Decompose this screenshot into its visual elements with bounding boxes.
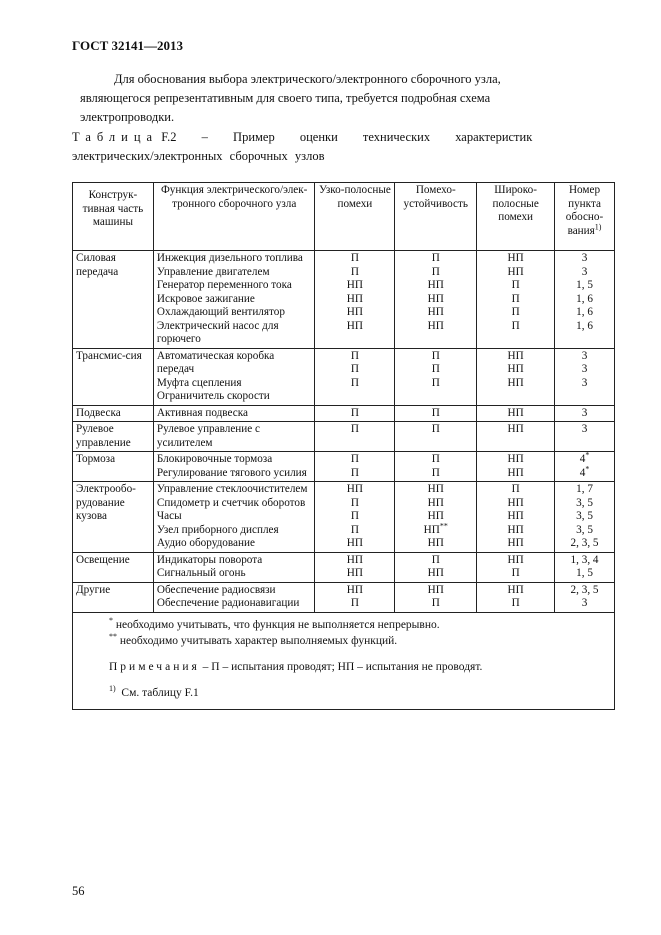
part-cell (73, 348, 154, 405)
broadband-value: НП (507, 453, 524, 465)
function-value: Рулевое управление с усилителем (156, 423, 261, 449)
clause-value: 1, 5 (576, 279, 593, 291)
narrowband-value: П (350, 363, 359, 375)
clause-value: 3 (581, 252, 588, 264)
immunity-value: П (431, 406, 440, 419)
footnote-1: необходимо учитывать, что функция не выполняется непрерывно. (115, 618, 440, 631)
function-value: Обеспечение радиосвязи (156, 583, 276, 596)
intro-line-3: электропроводки. (80, 110, 175, 124)
evaluation-table (72, 182, 615, 710)
function-value: Инжекция дизельного топлива (156, 252, 303, 264)
broadband-value: НП (507, 349, 524, 362)
function-cell (153, 582, 315, 612)
clause-value: 1, 3, 4 (570, 553, 599, 566)
clause-value: 1, 7 (576, 483, 593, 495)
broadband-value: П (511, 292, 520, 305)
clause-value: 3, 5 (576, 496, 593, 509)
table-caption (72, 128, 615, 166)
function-value: Обеспечение радионавигации (156, 597, 300, 609)
narrowband-cell (315, 582, 395, 612)
narrowband-value: П (350, 406, 359, 419)
broadband-value: НП (507, 363, 524, 375)
immunity-value: П (431, 252, 440, 264)
narrowband-cell (315, 482, 395, 553)
immunity-value: П (431, 363, 440, 375)
footnote-marker: ** (439, 520, 448, 530)
immunity-value: НП (427, 567, 444, 579)
broadband-value: НП (507, 583, 524, 596)
clause-cell (555, 348, 615, 405)
narrowband-value: НП (346, 537, 363, 549)
immunity-cell (395, 251, 477, 349)
clause-value: 1, 6 (576, 306, 593, 318)
clause-value: 3 (581, 265, 588, 278)
caption-title: F.2 – Пример оценки технических характеристик (161, 130, 533, 144)
function-cell (153, 348, 315, 405)
immunity-value: НП (427, 319, 444, 332)
immunity-value: НП (423, 523, 440, 536)
function-value: Блокировочные тормоза (156, 453, 273, 465)
broadband-value: П (511, 597, 520, 609)
part-cell (73, 422, 154, 452)
immunity-cell (395, 348, 477, 405)
part-label: Тормоза (76, 453, 116, 465)
table-row (73, 251, 615, 349)
immunity-value: П (431, 349, 440, 362)
clause-cell (555, 552, 615, 582)
function-value: Управление двигателем (156, 265, 270, 278)
page-number: 56 (72, 884, 85, 898)
immunity-value: НП (427, 279, 444, 291)
function-value: Часы (156, 510, 182, 522)
broadband-value: НП (507, 423, 524, 435)
table-row (73, 452, 615, 482)
notes-cell (73, 612, 615, 709)
immunity-value: НП (427, 537, 444, 549)
function-value: Муфта сцепления (156, 376, 242, 389)
footnote-mark-2: ** (109, 631, 117, 641)
immunity-value: П (431, 423, 440, 435)
table-row (73, 582, 615, 612)
function-cell (153, 422, 315, 452)
notes-row (73, 612, 615, 709)
clause-value: 3 (581, 363, 588, 375)
narrowband-value: П (350, 376, 359, 389)
part-cell (73, 482, 154, 553)
broadband-value: П (511, 483, 520, 495)
footnote-marker: * (585, 463, 590, 473)
table-row (73, 348, 615, 405)
narrowband-cell (315, 405, 395, 422)
immunity-value: П (431, 453, 440, 465)
function-cell (153, 452, 315, 482)
immunity-value: НП (427, 306, 444, 318)
immunity-cell (395, 422, 477, 452)
broadband-cell (477, 452, 555, 482)
header-narrowband: Узко-полосные помехи (315, 183, 395, 251)
narrowband-value: П (350, 523, 359, 536)
table-row (73, 422, 615, 452)
narrowband-value: П (350, 252, 359, 264)
broadband-value: П (511, 279, 520, 291)
table-header-row (73, 183, 615, 251)
immunity-value: П (431, 597, 440, 609)
function-cell (153, 405, 315, 422)
note-text: – П – испытания проводят; НП – испытания не проводят. (202, 660, 483, 673)
function-value: Узел приборного дисплея (156, 523, 279, 536)
part-cell (73, 582, 154, 612)
broadband-value: НП (507, 252, 524, 264)
narrowband-value: П (350, 597, 359, 609)
narrowband-value: П (350, 423, 359, 435)
broadband-value: НП (507, 496, 524, 509)
broadband-value: П (511, 567, 520, 579)
narrowband-cell (315, 452, 395, 482)
immunity-value: НП (427, 483, 444, 495)
part-label: Силовая передача (76, 252, 119, 278)
clause-value: 3, 5 (576, 510, 593, 522)
immunity-value: П (431, 376, 440, 389)
narrowband-value: НП (346, 483, 363, 495)
broadband-value: НП (507, 537, 524, 549)
function-value: Управление стеклоочистителем (156, 483, 308, 495)
immunity-cell (395, 482, 477, 553)
clause-value: 1, 6 (576, 319, 593, 332)
broadband-value: НП (507, 510, 524, 522)
clause-value: 2, 3, 5 (570, 537, 599, 549)
footnote-marker: * (585, 450, 590, 460)
table-row (73, 482, 615, 553)
narrowband-value: П (350, 349, 359, 362)
footnote-mark-1: * (109, 615, 113, 625)
clause-value: 3, 5 (576, 523, 593, 536)
function-value: Спидометр и счетчик оборотов (156, 496, 306, 509)
immunity-value: П (431, 553, 440, 566)
clause-value: 4 (579, 453, 586, 465)
clause-value: 4 (579, 466, 586, 479)
clause-value: 1, 5 (576, 567, 593, 579)
broadband-value: НП (507, 553, 524, 566)
narrowband-value: НП (346, 319, 363, 332)
part-label: Освещение (76, 553, 130, 566)
clause-cell (555, 251, 615, 349)
header-part: Конструк-тивная часть машины (73, 183, 154, 251)
header-broadband: Широко-полосные помехи (477, 183, 555, 251)
narrowband-value: П (350, 466, 359, 479)
intro-paragraph (80, 70, 615, 127)
reference-mark: 1) (109, 683, 116, 693)
narrowband-value: П (350, 265, 359, 278)
part-label: Подвеска (76, 406, 121, 419)
function-value: Искровое зажигание (156, 292, 255, 305)
broadband-cell (477, 251, 555, 349)
function-value: Генератор переменного тока (156, 279, 292, 291)
header-function: Функция электрического/элек-тронного сборочного узла (153, 183, 315, 251)
broadband-value: НП (507, 466, 524, 479)
function-value: Аудио оборудование (156, 537, 255, 549)
document-header: ГОСТ 32141—2013 (72, 38, 184, 53)
broadband-cell (477, 405, 555, 422)
note-heading: Примечания (109, 660, 200, 673)
function-value: Охлаждающий вентилятор (156, 306, 285, 318)
narrowband-cell (315, 251, 395, 349)
broadband-value: НП (507, 265, 524, 278)
reference-text: См. таблицу F.1 (121, 686, 199, 699)
narrowband-cell (315, 422, 395, 452)
narrowband-value: П (350, 510, 359, 522)
part-label: Трансмис-сия (76, 349, 142, 362)
clause-value: 3 (581, 423, 588, 435)
caption-word: Таблица (72, 130, 159, 144)
immunity-value: НП (427, 510, 444, 522)
broadband-cell (477, 552, 555, 582)
caption-title-line-2: электрических/электронных сборочных узлов (72, 149, 325, 163)
part-cell (73, 452, 154, 482)
function-cell (153, 482, 315, 553)
immunity-value: П (431, 265, 440, 278)
table-row (73, 405, 615, 422)
part-label: Электрообо-рудование кузова (76, 483, 136, 522)
clause-value: 3 (581, 406, 588, 419)
narrowband-value: П (350, 496, 359, 509)
part-cell (73, 251, 154, 349)
immunity-value: П (431, 466, 440, 479)
immunity-cell (395, 405, 477, 422)
footnote-2: необходимо учитывать характер выполняемых функций. (119, 634, 398, 647)
clause-value: 2, 3, 5 (570, 583, 599, 596)
clause-value: 1, 6 (576, 292, 593, 305)
function-value: Автоматическая коробка передач (156, 349, 275, 375)
function-value: Ограничитель скорости (156, 390, 270, 402)
narrowband-value: НП (346, 306, 363, 318)
narrowband-value: НП (346, 553, 363, 566)
clause-cell (555, 482, 615, 553)
narrowband-cell (315, 348, 395, 405)
immunity-value: НП (427, 496, 444, 509)
broadband-cell (477, 422, 555, 452)
intro-line-1: Для обоснования выбора электрического/электронного сборочного узла, (114, 72, 501, 86)
header-clause-number: Номер пункта обосно-вания$^{1)}$ (555, 183, 615, 251)
function-value: Сигнальный огонь (156, 567, 246, 579)
clause-cell (555, 452, 615, 482)
clause-cell (555, 582, 615, 612)
broadband-cell (477, 348, 555, 405)
intro-line-2: являющегося репрезентативным для своего типа, требуется подробная схема (80, 91, 491, 105)
immunity-cell (395, 552, 477, 582)
broadband-cell (477, 482, 555, 553)
clause-cell (555, 422, 615, 452)
function-cell (153, 251, 315, 349)
part-cell (73, 405, 154, 422)
broadband-cell (477, 582, 555, 612)
broadband-value: НП (507, 523, 524, 536)
broadband-value: НП (507, 406, 524, 419)
function-value: Регулирование тягового усилия (156, 466, 307, 479)
table-row (73, 552, 615, 582)
narrowband-value: НП (346, 583, 363, 596)
part-label: Другие (76, 583, 111, 596)
broadband-value: П (511, 306, 520, 318)
narrowband-value: НП (346, 279, 363, 291)
immunity-value: НП (427, 583, 444, 596)
broadband-value: П (511, 319, 520, 332)
function-value: Активная подвеска (156, 406, 248, 419)
part-cell (73, 552, 154, 582)
clause-value: 3 (581, 597, 588, 609)
part-label: Рулевое управление (76, 423, 131, 449)
function-cell (153, 552, 315, 582)
narrowband-value: НП (346, 567, 363, 579)
immunity-cell (395, 582, 477, 612)
broadband-value: НП (507, 376, 524, 389)
immunity-value: НП (427, 292, 444, 305)
function-value: Индикаторы поворота (156, 553, 263, 566)
clause-value: 3 (581, 349, 588, 362)
clause-value: 3 (581, 376, 588, 389)
header-immunity: Помехо-устойчивость (395, 183, 477, 251)
immunity-cell (395, 452, 477, 482)
narrowband-value: НП (346, 292, 363, 305)
clause-cell (555, 405, 615, 422)
function-value: Электрический насос для горючего (156, 319, 279, 345)
narrowband-value: П (350, 453, 359, 465)
narrowband-cell (315, 552, 395, 582)
